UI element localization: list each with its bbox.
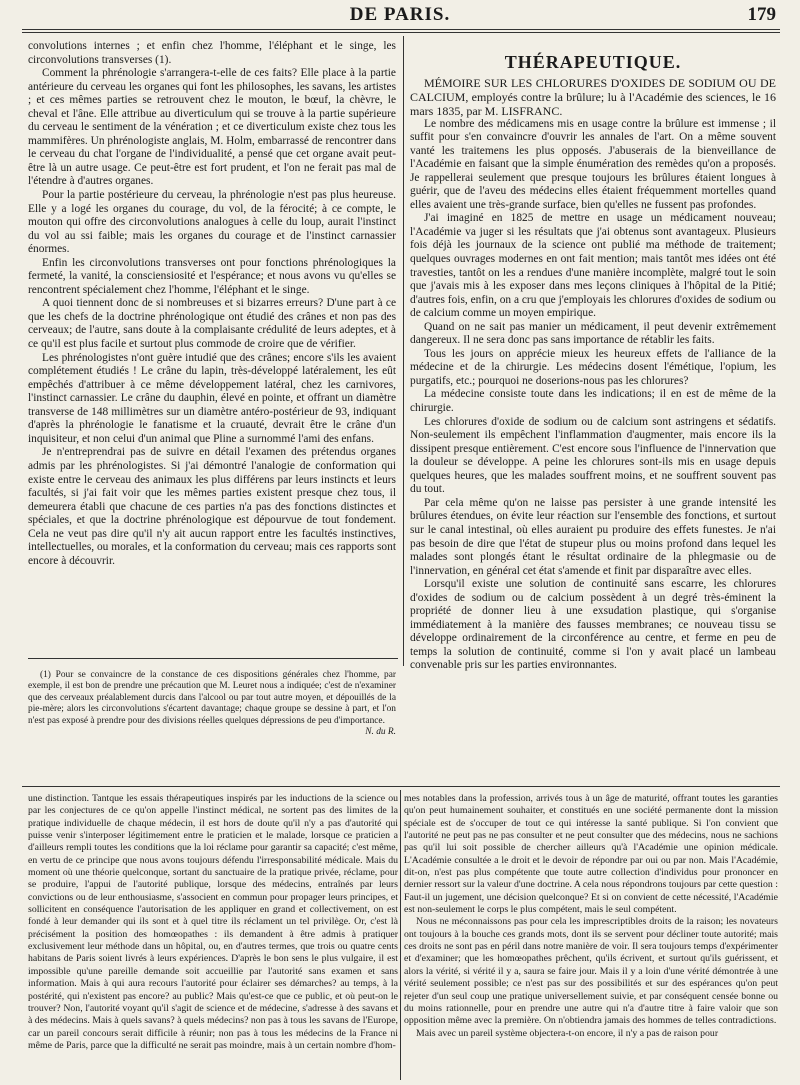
paragraph: Lorsqu'il existe une solution de continuité sans escarre, les chlorures d'oxides de sodium ou de calcium possèdent à un degré très-éminent la propriété de donner lieu à une exsudation plastique, qui s'organise immédiatement à la manière des fausses membranes; ce nouveau tissu se développe ordinairement de la circonférence au centre, et ferme en peu de temps la solution de continuité, comme si l'on y avait placé un lambeau convenable pris sur les parties environnantes. — [410, 578, 776, 672]
paragraph: mes notables dans la profession, arrivés tous à un âge de maturité, offrant toutes les garanties qu'on peut humainement souhaiter, et constitués en une société permanente dont la mission spéciale est de s'occuper de tout ce qui intéresse la santé publique. Si l'on convient que l'autorité ne peut pas ne pas consulter et ne peut consulter que des médecins, nous ne sachions pas qu'il lui soit possible de chercher ailleurs qu'à l'Académie une opinion médicale. L'Académie consultée a le droit et le devoir de répondre par oui ou par non. Mais l'Académie, dit-on, n'est pas plus compétente que toute autre collection d'individus pour prononcer en dernier ressort sur la valeur d'une doctrine. A cela nous répondrons toujours par cette question : Faut-il un jugement, une décision quelconque? Et si on convient de cette nécessité, l'Académie est non-seulement le corps le plus compétent, mais le seul compétent. — [404, 793, 778, 916]
paragraph: Les chlorures d'oxide de sodium ou de calcium sont astringens et sédatifs. Non-seulement ils empêchent l'inflammation d'augmenter, mais encore ils la dissipent presque entièrement. C'est encore sous l'influence de l'innervation que la douleur se développe. A peine les chlorures sont-ils mis en usage depuis quelques heures, que les malades souffrent moins, et ne souffrent souvent pas du tout. — [410, 415, 776, 496]
paragraph: Pour la partie postérieure du cerveau, la phrénologie n'est pas plus heureuse. Elle y a logé les organes du courage, du vol, de la férocité; à ce compte, le mouton qui offre des circonvolutions analogues à celle du loup, aurait l'instinct du vol au ssi faible; mais les organes du courage et de l'instinct carnassier énormes. — [28, 189, 396, 256]
bottom-column-divider — [400, 790, 401, 1080]
paragraph: Comment la phrénologie s'arrangera-t-elle de ces faits? Elle place à la partie antérieure du cerveau les organes qui font les philosophes, les savans, les artistes ; et ces mêmes parties se retrouvent chez le mouton, le bœuf, la chèvre, le cheval et l'âne. Elle attribue au diverticulum qui se trouve à la partie supérieure du cerveau le sentiment de la vénération ; et ce diverticulum existe chez tous les mammifères. Un phrénologiste anglais, M. Holm, embarrassé de rencontrer dans le cerveau du chat l'organe de l'individualité, a pensé que cet organe avait peut-être là un autre usage. Ce peut-être est fort prudent, et l'on ne ferait pas mal de l'étendre à d'autres organes. — [28, 67, 396, 188]
paragraph: J'ai imaginé en 1825 de mettre en usage un médicament nouveau; l'Académie va juger si les résultats que j'ai obtenus sont avantageux. Plusieurs fois déjà les journaux de la science ont publié ma méthode de traitement; quelques ouvrages modernes en ont fait mention; mais tantôt mes idées ont été travesties, tantôt on les a rendues d'une manière incomplète, malgré tout le soin que j'avais mis à les exposer dans mes leçons cliniques à l'hôpital de la Pitié; d'autres fois, enfin, on a cru que j'employais les chlorures d'oxides de sodium ou de calcium comme un moyen empirique. — [410, 212, 776, 320]
running-title: DE PARIS. — [349, 4, 451, 25]
page-number: 179 — [747, 4, 776, 25]
bottom-right-column — [404, 793, 778, 1040]
section-separator — [22, 786, 780, 787]
paragraph: Par cela même qu'on ne laisse pas persister à une grande intensité les brûlures étendues, on évite leur réaction sur l'ensemble des fonctions, et surtout sur le canal intestinal, où elles auraient pu produire des effets funestes. Je n'ai pas besoin de dire que l'état de stupeur plus ou moins profond dans lequel les malades sont plongés étant le résultat ordinaire de la phlegmasie ou de l'innervation, en général cet état s'amende et finit par disparaître avec elles. — [410, 496, 776, 577]
footnote — [28, 670, 396, 738]
paragraph: Tous les jours on apprécie mieux les heureux effets de l'alliance de la médecine et de la chirurgie. Les médecins dosent l'émétique, l'opium, les purgatifs, etc.; pourquoi ne doserions-nous pas les chlorures? — [410, 347, 776, 387]
header-rule-thin — [22, 32, 780, 33]
right-column — [410, 40, 776, 673]
header-rule — [22, 29, 780, 30]
paragraph: Les phrénologistes n'ont guère intudié que des crânes; encore s'ils les avaient complétement étudiés ! Le crâne du lapin, très-développé latéralement, les eût empêchés d'attribuer à ce même développement latéral, chez les carnivores, l'instinct carnassier. Le crâne du dauphin, élevé en pointe, et offrant un diamètre transverse de 148 millimètres sur un diamètre antéro-postérieur de 93, indiquant d'après la phrénologie le fanatisme et la cruauté, devrait être le crâne d'un inquisiteur, et non celui d'un animal que Pline a surnommé l'ami des enfans. — [28, 351, 396, 445]
paragraph: Je n'entreprendrai pas de suivre en détail l'examen des prétendus organes admis par les phrénologistes. Si j'ai démontré l'analogie de conformation qui existe entre le cerveau des animaux les plus différens par leurs instincts et leurs facultés, si j'ai fait voir que les mêmes parties existent presque chez tous, il demeurera établi que chacune de ces parties n'a pas des fonctions distinctes et spéciales, et que la doctrine phrénologique est dépourvue de tout fondement. Cela ne veut pas dire qu'il n'y ait aucun rapport entre les facultés instinctives, intellectuelles, ou morales, et la conformation du cerveau; mais ces rapports sont encore à découvrir. — [28, 446, 396, 567]
left-column — [28, 40, 396, 568]
page-header — [20, 4, 780, 26]
paragraph: Mais avec un pareil système objectera-t-on encore, il n'y a pas de raison pour — [416, 1027, 719, 1039]
paragraph: une distinction. Tantque les essais thérapeutiques inspirés par les inductions de la science ou par les conjectures de ce qu'on appelle l'instinct médical, ne sortent pas des limites de la pratique individuelle de chaque médecin, il est hors de doute qu'il n'y a pas d'autorité qui puisse venir s'interposer légitimement entre le praticien et le malade, lorsque ce praticien a d'ailleurs rempli toutes les conditions que la loi réclame pour garantir sa capacité; c'est même, en vertu de ce principe que nous avons toujours défendu l'irresponsabilité médicale. Mais du moment où une théorie quelconque, sortant du sanctuaire de la pratique privée, réclame, pour se produire, l'appui de l'autorité publique, lorsque des médecins, entraînés par leurs convictions ou de leur enthousiasme, s'associent en commun pour propager leurs principes, et sollicitent en conséquence l'autorisation de les appliquer en grand et collectivement, on est fondé à leur demander qui ils sont et à quel titre ils réclament un tel privilège. Or, c'est là précisément la position des homœopathes : ils demandent à être admis à pratiquer exclusivement leur méthode dans un hôpital, ou, en d'autres termes, que trois ou quatre cents habitans de Paris soient livrés à leurs expériences. D'après le bon sens le plus vulgaire, il est impossible qu'une pareille demande soit accueillie par l'autorité sans examen et sans information. Mais à qui aura recours l'autorité pour éclairer ses démarches? au temps, à la postérité, qui n'existent pas encore? au public? Mais qu'est-ce que ce public, et où peut-on le trouver? Non, l'autorité voyant qu'il s'agit de science et de médecine, s'adresse à des savans et à des médecins. Mais à quels savans? à quels médecins? non pas à tous les savans de l'Europe, car un pareil concours serait difficile à réunir; non pas à tous les médecins de la France ni même de Paris, parce que la difficulté ne serait pas moindre, mais à un certain nombre d'hom- — [28, 793, 398, 1051]
paragraph: A quoi tiennent donc de si nombreuses et si bizarres erreurs? D'une part à ce que les chefs de la doctrine phrénologique ont étudié des crânes et non pas des cerveaux; de l'autre, sans doute à la complaisante crédulité de leurs adeptes, et à ce qu'il est plus facile et surtout plus commode de croire que de vérifier. — [28, 297, 396, 351]
footnote-text: (1) Pour se convaincre de la constance de ces dispositions générales chez l'homme, par exemple, il est bon de prendre une précaution que M. Leuret nous a indiquée; c'est de n'examiner que des cerveaux préalablement durcis dans l'alcool ou par tout autre moyen, et dépouillés de la pie-mère; alors les circonvolutions s'écartent davantage; chaque groupe se dessine à part, et l'on n'est pas exposé à prendre pour des divisions réelles quelques dépressions de peu d'importance. — [28, 670, 396, 726]
column-divider — [403, 36, 404, 666]
footnote-signature: N. du R. — [365, 727, 396, 738]
memoir-title: MÉMOIRE SUR LES CHLORURES D'OXIDES DE SODIUM OU DE CALCIUM, employés contre la brûlure; lu à l'Académie des sciences, le 16 mars 1835, par M. LISFRANC. — [410, 75, 776, 118]
paragraph: Quand on ne sait pas manier un médicament, il peut devenir extrêmement dangereux. Il ne sera donc pas sans importance de rétablir les faits. — [410, 320, 776, 347]
bottom-left-column — [28, 793, 398, 1052]
section-title: THÉRAPEUTIQUE. — [504, 52, 682, 72]
footnote-rule — [28, 658, 398, 659]
paragraph: La médecine consiste toute dans les indications; il en est de même de la chirurgie. — [410, 388, 776, 415]
paragraph: convolutions internes ; et enfin chez l'homme, l'éléphant et le singe, les circonvolutions transverses (1). — [28, 40, 396, 66]
paragraph: Nous ne méconnaissons pas pour cela les imprescriptibles droits de la raison; les novateurs ont toujours à la bouche ces grands mots, dont ils se servent pour décliner toute autorité; mais ces droits ne sont pas en péril dans notre manière de voir. Il sera toujours temps d'expérimenter et d'examiner; que les homœopathes prêchent, qu'ils écrivent, et surtout qu'ils guérissent, et alors la vérité, si vérité il y a, saura se faire jour. Mais il y a loin d'une vérité démontrée à une vérité seulement possible; ce n'est pas sur des possibilités et sur des espérances qu'on peut rejeter d'un seul coup une pratique universellement suivie, et par conséquent censée bonne ou du moins rationnelle, pour en prendre une autre qui n'a d'autre titre à faire valoir que son opposition même avec la première. On n'obtiendra jamais des hommes de telles contradictions. — [404, 916, 778, 1027]
paragraph: Enfin les circonvolutions transverses ont pour fonctions phrénologiques la fermeté, la vanité, la consciensiosité et l'espérance; et nous avons vu qu'elles se rencontrent spécialement chez l'homme, l'éléphant et le singe. — [28, 256, 396, 296]
paragraph: Le nombre des médicamens mis en usage contre la brûlure est immense ; il suffit pour s'en convaincre d'ouvrir les annales de l'art. On a même souvent vanté les traitemens les plus opposés. J'abuserais de la bienveillance de l'Académie en faisant que la simple énumération des remèdes qu'on a proposés. Je rappellerai seulement que presque toujours les brûlures étaient longues à guérir, que de l'aveu des médecins elles étaient fréquemment mortelles quand elles avaient une très-grande surface, bien qu'elles ne fussent pas profondes. — [410, 117, 776, 211]
